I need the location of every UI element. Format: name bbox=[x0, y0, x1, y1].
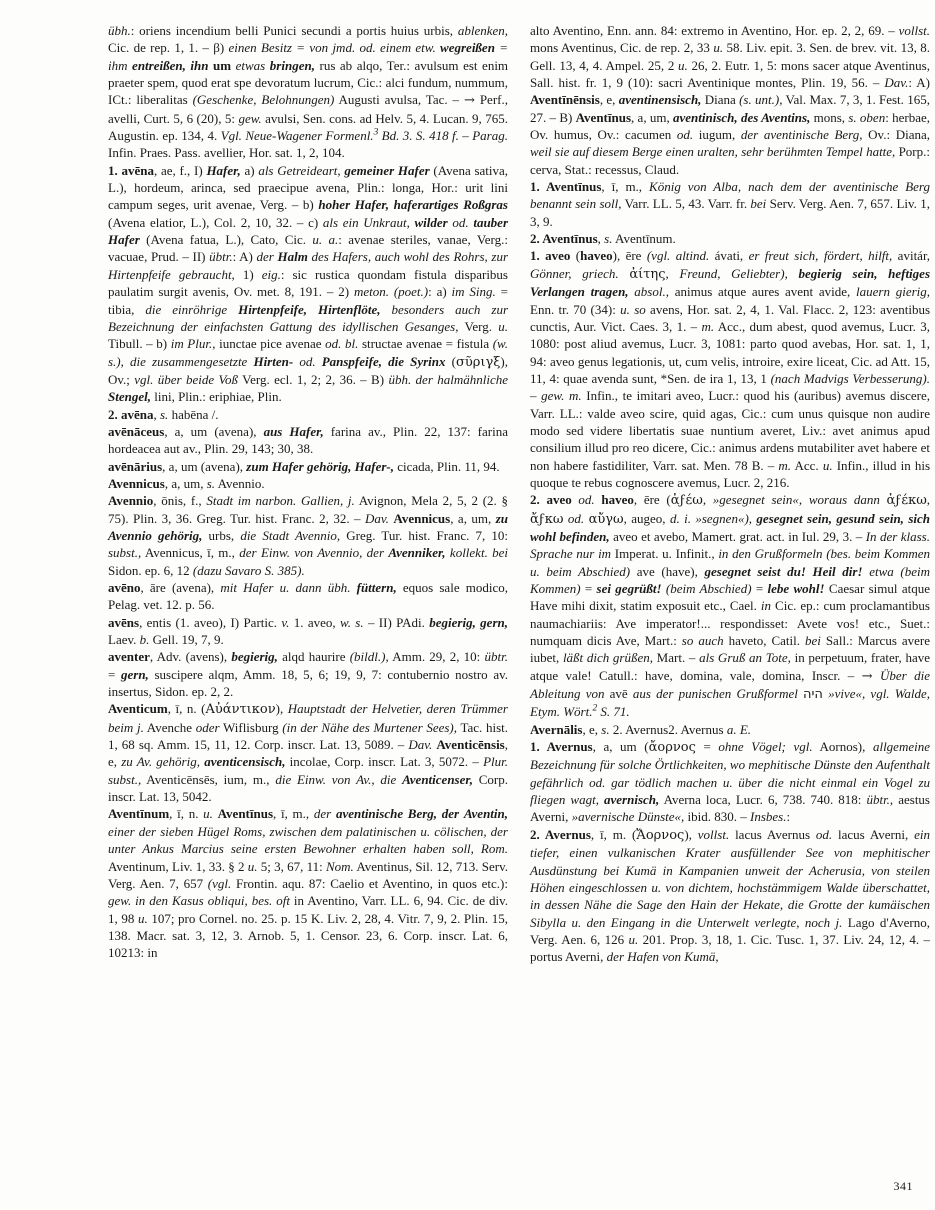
entry-aventinum: Aventīnum, ī, n. u. Aventīnus, ī, m., der aventinische Berg, der Aventin, einer der sieben Hügel Roms, zwischen dem palatinischen u. cölischen, der unter Ankus Marcius seine ersten Bewohner erhalten haben soll, Rom. Aventinum, Liv. 1, 33. § 2 u. 5; 3, 67, 11: Nom. Aventinus, Sil. 12, 713. Serv. Verg. Aen. 7, 657 (vgl. Frontin. aqu. 87: Caelio et Aventino, in quos etc.): gew. in den Kasus obliqui, bes. oft in Aventino, Varr. LL. 6, 94. Cic. de div. 1, 98 u. 107; pro Cornel. no. 25. p. 15 K. Liv. 2, 28, 4. Vitr. 7, 9, 2. Plin. 15, 138. Macr. sat. 3, 12, 3. Arnob. 5, 1. Censor. 23, 6. Corp. inscr. Lat. 6, 10213: in bbox=[108, 806, 509, 961]
entry-aventer: aventer, Adv. (avens), begierig, alqd haurire (bildl.), Amm. 29, 2, 10: übtr. = gern, suscipere alqm, Amm. 18, 5, 6; 19, 9, 7: contubernio nostro av. insertus, Sidon. ep. 2, 2. bbox=[108, 649, 508, 700]
entry-avenaceus: avēnāceus, a, um (avena), aus Hafer, farina av., Plin. 22, 137: farina hordeacea aut av., Plin. 29, 143; 30, 38. bbox=[108, 423, 508, 457]
entry-aventinum-continued: alto Aventino, Enn. ann. 84: extremo in Aventino, Hor. ep. 2, 2, 69. – vollst. mons Aventinus, Cic. de rep. 2, 33 u. 58. Liv. epit. 3. Sen. de brev. vit. 13, 8. Gell. 13, 4, 4. Ampel. 25, 2 u. 26, 2. Eutr. 1, 5: mons sacer atque Aventinus, Sall. hist. fr. 1, 9 (10): sacri Aventinique montes, Plin. 19, 56. – Dav.: A) Aventīnēnsis, e, aventinensisch, Diana (s. unt.), Val. Max. 7, 3, 1. Fest. 165, 27. – B) Aventīnus, a, um, aventinisch, des Aventins, mons, s. oben: herbae, Ov. humus, Ov.: cacumen od. iugum, der aventinische Berg, Ov.: Diana, weil sie auf diesem Berge einen uralten, sehr berühmten Tempel hatte, Porp.: cerva, Stat.: recessus, Claud. bbox=[530, 23, 931, 177]
entry-avernalis: Avernālis, e, s. 2. Avernus2. Avernus a. E. bbox=[530, 721, 752, 737]
entry-aventinus-1: 1. Aventīnus, ī, m., König von Alba, nach dem der aventinische Berg benannt sein soll, Varr. LL. 5, 43. Varr. fr. bei Serv. Verg. Aen. 7, 657. Liv. 1, 3, 9. bbox=[530, 179, 930, 229]
entry-avens: avēns, entis (1. aveo), I) Partic. v. 1. aveo, w. s. – II) PAdi. begierig, gern, Laev. b. Gell. 19, 7, 9. bbox=[108, 614, 508, 648]
entry-avernus-2: 2. Avernus, ī, m. (Ἄορνος), vollst. lacus Avernus od. lacus Averni, ein tiefer, einen vulkanischen Krater ausfüllender See von mephitischer Ausdünstung bei Kumä in Kampanien unweit der Acherusia, von steilen Höhen eingeschlossen u. von dichtem, hochstämmigem Walde überschattet, in dessen Nähe die Sage den Hain der Hekate, die Grotte der kumäischen Sibylla u. den Eingang in die Unterwelt verlegte, noch j. Lago d'Averno, Verg. Aen. 6, 126 u. 201. Prop. 3, 18, 1. Cic. Tusc. 1, 37. Liv. 24, 12, 4. – portus Averni, der Hafen von Kumä, bbox=[530, 826, 930, 965]
page-number: 341 bbox=[893, 1179, 913, 1193]
entry-aventinus-2: 2. Aventīnus, s. Aventīnum. bbox=[530, 231, 676, 247]
right-text-column bbox=[530, 22, 930, 1172]
entry-aventicum: Aventicum, ī, n. (Αὐάντικον), Hauptstadt der Helvetier, deren Trümmer beim j. Avenche oder Wiflisburg (in der Nähe des Murtener Sees), Tac. hist. 1, 68 sq. Amm. 15, 11, 12. Corp. inscr. Lat. 13, 5089. – Dav. Aventicēnsis, e, zu Av. gehörig, aventicensisch, incolae, Corp. inscr. Lat. 3, 5072. – Plur. subst., Aventicēnsēs, ium, m., die Einw. von Av., die Aventicenser, Corp. inscr. Lat. 13, 5042. bbox=[108, 701, 509, 805]
entry-aveo-2: 2. aveo od. haveo, ēre (ἀϝέω, »gesegnet sein«, woraus dann ἀϝέκω, ἄϝκω od. αὔγω, augeo, d. i. »segnen«), gesegnet sein, gesund sein, sich wohl befinden, aveo et avebo, Mamert. grat. act. in Iul. 29, 3. – In der klass. Sprache nur im Imperat. u. Infinit., in den Grußformeln (bes. beim Kommen u. beim Abschied) ave (have), gesegnet seist du! Heil dir! etwa (beim Kommen) = sei gegrüßt! (beim Abschied) = lebe wohl! Caesar simul atque Have mihi dixit, statim exposuit etc., Cael. in Cic. ep.: cum proclamantibus naumachiariis: Ave imperator!... respondisset: Avete vos! etc., Suet.: numquam dicis Ave, Mart.: so auch haveto, Catil. bei Sall.: Marcus avere iubet, läßt dich grüßen, Mart. – als Gruß an Tote, in perpetuum, frater, have atque vale! Catull.: have, domina, vale, domina, Inscr. – → Über die Ableitung von avē aus der punischen Grußformel היה »vive«, vgl. Walde, Etym. Wört.$^2$ S. 71. bbox=[530, 492, 931, 720]
entry-avernus-1: 1. Avernus, a, um (ἄορνος = ohne Vögel; vgl. Aornos), allgemeine Bezeichnung für solche Örtlichkeiten, wo mephitische Dünste den Aufenthalt gefährlich od. gar tödlich machen u. über die nicht einmal ein Vogel zu fliegen wagt, avernisch, Averna loca, Lucr. 6, 738. 740. 818: übtr., aestus Averni, »avernische Dünste«, ibid. 830. – Insbes.: bbox=[530, 739, 930, 825]
left-text-column bbox=[108, 22, 508, 1172]
two-column-text-body bbox=[108, 22, 930, 1172]
entry-avello-continued: übh.: oriens incendium belli Punici secundi a portis huius urbis, ablenken, Cic. de rep. 1, 1. – β) einen Besitz = von jmd. od. einem etw. wegreißen = ihm entreißen, ihn um etwas bringen, rus ab alqo, Ter.: avulsum est enim praeter spem, quod erat spe devoratum lucrum, Cic.: alci fundum, nummum, ICt.: liberalitas (Geschenke, Belohnungen) Augusti avulsa, Tac. – → Perf., avelli, Curt. 5, 6 (20), 5: gew. avulsi, Sen. cons. ad Helv. 5, 4. Lucan. 9, 765. Augustin. ep. 134, 4. Vgl. Neue-Wagener Formenl.$^3$ Bd. 3. S. 418 f. – Parag. Infin. Praes. Pass. avellier, Hor. sat. 1, 2, 104. bbox=[108, 23, 509, 161]
entry-avena-1: 1. avēna, ae, f., I) Hafer, a) als Getreideart, gemeiner Hafer (Avena sativa, L.), hordeum, arinca, sed praecipue avena, Plin.: longa, Hor.: urit lini campum seges, urit avenae, Verg. – b) hoher Hafer, haferartiges Roßgras (Avena elatior, L.), Col. 2, 10, 32. – c) als ein Unkraut, wilder od. tauber Hafer (Avena fatua, L.), Cato, Cic. u. a.: avenae steriles, vanae, Verg.: vacuae, Prud. – II) übtr.: A) der Halm des Hafers, auch wohl des Rohrs, zur Hirtenpfeife gebraucht, 1) eig.: sic rustica quondam fistula disparibus paulatim surgit avenis, Ov. met. 8, 191. – 2) meton. (poet.): a) im Sing. = tibia, die einröhrige Hirtenpfeife, Hirtenflöte, besonders auch zur Bezeichnung der einfachsten Gattung des idyllischen Gesanges, Verg. u. Tibull. – b) im Plur., iunctae pice avenae od. bl. structae avenae = fistula (w. s.), die zusammengesetzte Hirten- od. Panspfeife, die Syrinx (σῦριγξ), Ov.; vgl. über beide Voß Verg. ecl. 1, 2; 2, 36. – B) übh. der halmähnliche Stengel, lini, Plin.: eriphiae, Plin. bbox=[108, 162, 509, 405]
entry-aveo-1: 1. aveo (haveo), ēre (vgl. altind. ávati, er freut sich, fördert, hilft, avitár, Gönner, griech. ἀίτης, Freund, Geliebter), begierig sein, heftiges Verlangen tragen, absol., animus atque aures avent avide, lauern gierig, Enn. tr. 70 (34): u. so avens, Hor. sat. 2, 4, 1. Val. Flacc. 2, 123: aventibus cunctis, Aur. Vict. Caes. 3, 1. – m. Acc., dum abest, quod avemus, Lucr. 3, 1080: post aliud avemus, Lucr. 3, 1081: parto quod avebas, Hor. sat. 1, 1, 94: aveo genus legationis, ut, cum velis, introire, exire liceat, Cic. ad Att. 15, 11, 4: quae avenda sunt, *Sen. de ira 1, 13, 1 (nach Madvigs Verbesserung). – gew. m. Infin., te imitari aveo, Lucr.: quod his (auribus) avemus discere, Varr. LL.: valde aveo scire, quid agas, Cic.: cum unus quisque non audire modo sed videre libertatis suae nuntium averet, Liv.: avet animus apud consilium illud pro reo dicere, Cic.: animus ardens mutabiliter avet habere et non habere fastidiliter, Varr. sat. Men. 78 B. – m. Acc. u. Infin., illud in his quoque te rebus cognoscere avemus, Lucr. 2, 216. bbox=[530, 248, 931, 490]
entry-avena-2: 2. avēna, s. habēna /. bbox=[108, 406, 219, 422]
entry-aveno: avēno, āre (avena), mit Hafer u. dann übh. füttern, equos sale modico, Pelag. vet. 12. p. 56. bbox=[108, 580, 508, 613]
entry-avenarius: avēnārius, a, um (avena), zum Hafer gehörig, Hafer-, cicada, Plin. 11, 94. bbox=[108, 458, 500, 474]
entry-avennicus: Avennicus, a, um, s. Avennio. bbox=[108, 475, 265, 491]
entry-avennio: Avennio, ōnis, f., Stadt im narbon. Gallien, j. Avignon, Mela 2, 5, 2 (2. § 75). Plin. 3, 36. Greg. Tur. hist. Franc. 2, 32. – Dav. Avennicus, a, um, zu Avennio gehörig, urbs, die Stadt Avennio, Greg. Tur. hist. Franc. 7, 10: subst., Avennicus, ī, m., der Einw. von Avennio, der Avenniker, kollekt. bei Sidon. ep. 6, 12 (dazu Savaro S. 385). bbox=[108, 493, 509, 578]
